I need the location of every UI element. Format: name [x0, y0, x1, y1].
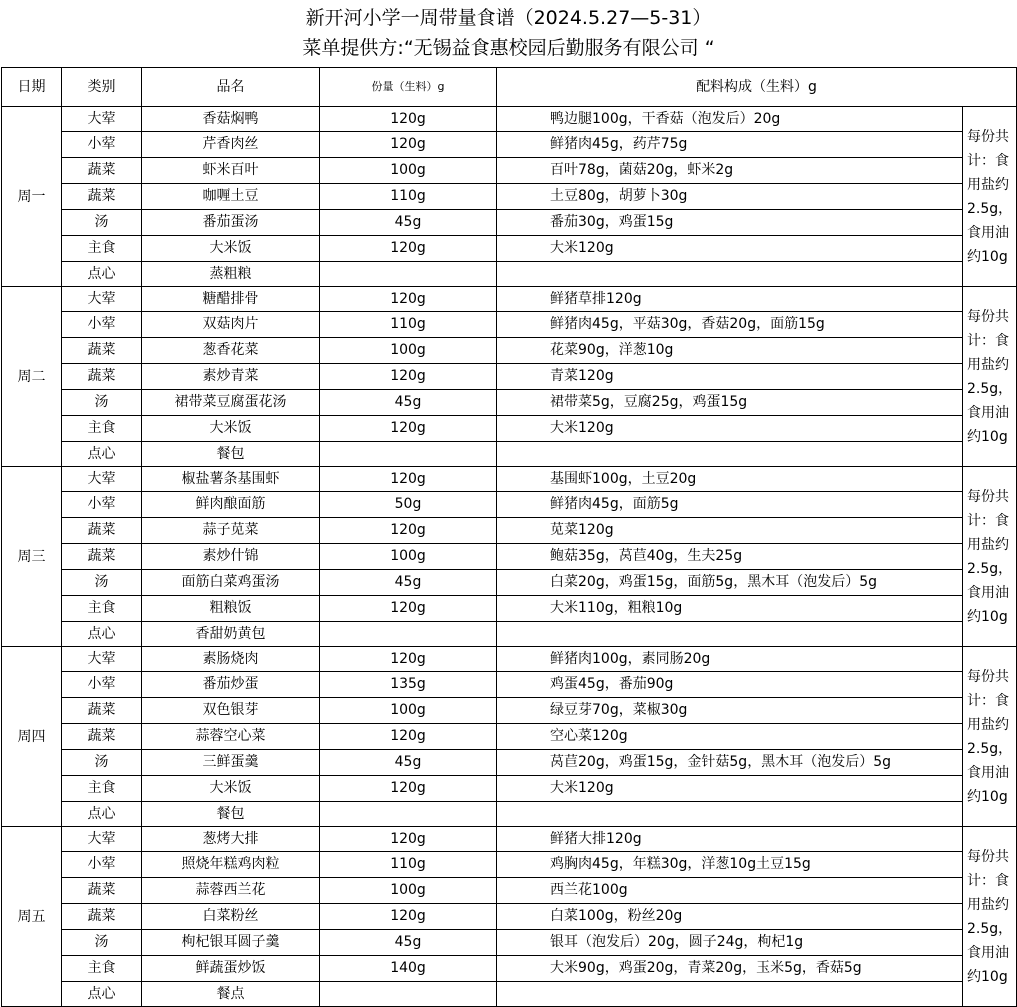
header-portion: 份量（生料）g [320, 68, 497, 107]
table-row [2, 390, 1017, 416]
table-row [2, 878, 1017, 904]
category-cell: 点心 [62, 622, 142, 647]
ingredients-cell: 裙带菜5g，豆腐25g，鸡蛋15g [497, 390, 963, 416]
ingredients-cell: 鸡胸肉45g，年糕30g，洋葱10g土豆15g [497, 852, 963, 878]
ingredients-cell: 鸡蛋45g，番茄90g [497, 672, 963, 698]
ingredients-cell [497, 442, 963, 467]
ingredients-cell: 鸭边腿100g，干香菇（泡发后）20g [497, 107, 963, 132]
dish-name-cell: 咖喱土豆 [142, 184, 320, 210]
ingredients-cell: 土豆80g，胡萝卜30g [497, 184, 963, 210]
category-cell: 蔬菜 [62, 158, 142, 184]
dish-name-cell: 双菇肉片 [142, 312, 320, 338]
day-cell: 周一 [2, 107, 62, 287]
ingredients-cell: 鲜猪草排120g [497, 287, 963, 312]
portion-cell [320, 622, 497, 647]
portion-cell: 45g [320, 570, 497, 596]
portion-cell: 45g [320, 390, 497, 416]
portion-cell: 120g [320, 724, 497, 750]
ingredients-cell: 大米90g，鸡蛋20g，青菜20g，玉米5g，香菇5g [497, 956, 963, 982]
dish-name-cell: 香菇焖鸭 [142, 107, 320, 132]
table-row [2, 982, 1017, 1007]
portion-cell: 120g [320, 827, 497, 852]
table-row [2, 442, 1017, 467]
ingredients-cell: 大米110g，粗粮10g [497, 596, 963, 622]
menu-table [1, 67, 1017, 1007]
table-row [2, 672, 1017, 698]
day-cell: 周二 [2, 287, 62, 467]
dish-name-cell: 大米饭 [142, 416, 320, 442]
nutrition-note: 每份共计：食用盐约2.5g，食用油约10g [963, 467, 1017, 647]
nutrition-note: 每份共计：食用盐约2.5g，食用油约10g [963, 647, 1017, 827]
ingredients-cell: 番茄30g，鸡蛋15g [497, 210, 963, 236]
ingredients-cell: 花菜90g，洋葱10g [497, 338, 963, 364]
table-row [2, 904, 1017, 930]
portion-cell: 100g [320, 158, 497, 184]
ingredients-cell: 鲜猪肉45g，药芹75g [497, 132, 963, 158]
category-cell: 小荤 [62, 672, 142, 698]
table-row [2, 158, 1017, 184]
dish-name-cell: 蒜子苋菜 [142, 518, 320, 544]
ingredients-cell [497, 802, 963, 827]
header-row [2, 68, 1017, 107]
dish-name-cell: 芹香肉丝 [142, 132, 320, 158]
portion-cell: 120g [320, 364, 497, 390]
ingredients-cell [497, 622, 963, 647]
dish-name-cell: 蒸粗粮 [142, 262, 320, 287]
table-row [2, 416, 1017, 442]
category-cell: 蔬菜 [62, 518, 142, 544]
category-cell: 汤 [62, 390, 142, 416]
table-row [2, 724, 1017, 750]
table-row [2, 492, 1017, 518]
category-cell: 蔬菜 [62, 544, 142, 570]
dish-name-cell: 照烧年糕鸡肉粒 [142, 852, 320, 878]
dish-name-cell: 餐点 [142, 982, 320, 1007]
table-row [2, 622, 1017, 647]
portion-cell: 120g [320, 107, 497, 132]
category-cell: 小荤 [62, 492, 142, 518]
table-row [2, 776, 1017, 802]
nutrition-note: 每份共计：食用盐约2.5g，食用油约10g [963, 827, 1017, 1007]
dish-name-cell: 三鲜蛋羹 [142, 750, 320, 776]
category-cell: 点心 [62, 262, 142, 287]
dish-name-cell: 餐包 [142, 442, 320, 467]
dish-name-cell: 裙带菜豆腐蛋花汤 [142, 390, 320, 416]
portion-cell: 120g [320, 647, 497, 672]
portion-cell: 45g [320, 750, 497, 776]
portion-cell [320, 262, 497, 287]
dish-name-cell: 粗粮饭 [142, 596, 320, 622]
table-row [2, 184, 1017, 210]
dish-name-cell: 虾米百叶 [142, 158, 320, 184]
category-cell: 蔬菜 [62, 184, 142, 210]
ingredients-cell: 白菜100g，粉丝20g [497, 904, 963, 930]
dish-name-cell: 椒盐薯条基围虾 [142, 467, 320, 492]
table-row [2, 827, 1017, 852]
ingredients-cell: 莴苣20g，鸡蛋15g，金针菇5g，黑木耳（泡发后）5g [497, 750, 963, 776]
category-cell: 大荤 [62, 647, 142, 672]
ingredients-cell: 鲜猪大排120g [497, 827, 963, 852]
header-name: 品名 [142, 68, 320, 107]
category-cell: 点心 [62, 982, 142, 1007]
table-row [2, 956, 1017, 982]
category-cell: 大荤 [62, 467, 142, 492]
category-cell: 蔬菜 [62, 878, 142, 904]
table-row [2, 698, 1017, 724]
portion-cell: 120g [320, 416, 497, 442]
ingredients-cell: 青菜120g [497, 364, 963, 390]
category-cell: 大荤 [62, 827, 142, 852]
header-date: 日期 [2, 68, 62, 107]
category-cell: 小荤 [62, 312, 142, 338]
ingredients-cell: 银耳（泡发后）20g，圆子24g，枸杞1g [497, 930, 963, 956]
table-row [2, 647, 1017, 672]
ingredients-cell: 白菜20g，鸡蛋15g，面筋5g，黑木耳（泡发后）5g [497, 570, 963, 596]
ingredients-cell: 大米120g [497, 416, 963, 442]
dish-name-cell: 双色银芽 [142, 698, 320, 724]
dish-name-cell: 大米饭 [142, 776, 320, 802]
day-cell: 周五 [2, 827, 62, 1007]
ingredients-cell [497, 982, 963, 1007]
table-row [2, 287, 1017, 312]
nutrition-note: 每份共计：食用盐约2.5g，食用油约10g [963, 287, 1017, 467]
dish-name-cell: 番茄蛋汤 [142, 210, 320, 236]
day-cell: 周四 [2, 647, 62, 827]
portion-cell [320, 802, 497, 827]
portion-cell: 135g [320, 672, 497, 698]
category-cell: 主食 [62, 956, 142, 982]
category-cell: 汤 [62, 750, 142, 776]
portion-cell: 45g [320, 930, 497, 956]
day-cell: 周三 [2, 467, 62, 647]
table-row [2, 262, 1017, 287]
dish-name-cell: 蒜蓉空心菜 [142, 724, 320, 750]
ingredients-cell: 空心菜120g [497, 724, 963, 750]
category-cell: 小荤 [62, 852, 142, 878]
table-row [2, 236, 1017, 262]
dish-name-cell: 糖醋排骨 [142, 287, 320, 312]
dish-name-cell: 大米饭 [142, 236, 320, 262]
portion-cell: 120g [320, 236, 497, 262]
page-subtitle: 菜单提供方:“无锡益食惠校园后勤服务有限公司 “ [302, 37, 715, 59]
category-cell: 主食 [62, 236, 142, 262]
category-cell: 汤 [62, 210, 142, 236]
ingredients-cell: 鲜猪肉100g，素同肠20g [497, 647, 963, 672]
portion-cell: 120g [320, 467, 497, 492]
dish-name-cell: 面筋白菜鸡蛋汤 [142, 570, 320, 596]
table-row [2, 518, 1017, 544]
table-row [2, 312, 1017, 338]
ingredients-cell: 鲜猪肉45g，平菇30g，香菇20g，面筋15g [497, 312, 963, 338]
dish-name-cell: 枸杞银耳圆子羹 [142, 930, 320, 956]
dish-name-cell: 餐包 [142, 802, 320, 827]
category-cell: 主食 [62, 416, 142, 442]
portion-cell: 110g [320, 852, 497, 878]
header-ingredients: 配料构成（生料）g [497, 68, 1017, 107]
table-row [2, 107, 1017, 132]
ingredients-cell: 大米120g [497, 236, 963, 262]
category-cell: 汤 [62, 930, 142, 956]
portion-cell: 120g [320, 132, 497, 158]
ingredients-cell: 大米120g [497, 776, 963, 802]
table-row [2, 750, 1017, 776]
portion-cell: 120g [320, 596, 497, 622]
dish-name-cell: 葱香花菜 [142, 338, 320, 364]
table-row [2, 544, 1017, 570]
table-row [2, 132, 1017, 158]
dish-name-cell: 鲜蔬蛋炒饭 [142, 956, 320, 982]
category-cell: 主食 [62, 776, 142, 802]
table-row [2, 802, 1017, 827]
category-cell: 点心 [62, 442, 142, 467]
portion-cell: 50g [320, 492, 497, 518]
portion-cell: 100g [320, 338, 497, 364]
dish-name-cell: 素肠烧肉 [142, 647, 320, 672]
dish-name-cell: 番茄炒蛋 [142, 672, 320, 698]
portion-cell: 100g [320, 544, 497, 570]
dish-name-cell: 鲜肉酿面筋 [142, 492, 320, 518]
table-row [2, 930, 1017, 956]
header-category: 类别 [62, 68, 142, 107]
portion-cell: 110g [320, 312, 497, 338]
page-title: 新开河小学一周带量食谱（2024.5.27—5-31） [305, 7, 712, 29]
dish-name-cell: 素炒青菜 [142, 364, 320, 390]
ingredients-cell: 绿豆芽70g，菜椒30g [497, 698, 963, 724]
table-row [2, 596, 1017, 622]
portion-cell: 120g [320, 904, 497, 930]
table-row [2, 364, 1017, 390]
category-cell: 蔬菜 [62, 698, 142, 724]
category-cell: 汤 [62, 570, 142, 596]
ingredients-cell: 百叶78g，菌菇20g，虾米2g [497, 158, 963, 184]
portion-cell [320, 442, 497, 467]
ingredients-cell: 鲜猪肉45g，面筋5g [497, 492, 963, 518]
category-cell: 大荤 [62, 287, 142, 312]
table-row [2, 210, 1017, 236]
dish-name-cell: 白菜粉丝 [142, 904, 320, 930]
portion-cell: 140g [320, 956, 497, 982]
portion-cell: 120g [320, 287, 497, 312]
category-cell: 蔬菜 [62, 904, 142, 930]
table-row [2, 852, 1017, 878]
category-cell: 主食 [62, 596, 142, 622]
dish-name-cell: 葱烤大排 [142, 827, 320, 852]
portion-cell: 100g [320, 698, 497, 724]
category-cell: 蔬菜 [62, 724, 142, 750]
nutrition-note: 每份共计：食用盐约2.5g，食用油约10g [963, 107, 1017, 287]
ingredients-cell: 鲍菇35g，莴苣40g，生夫25g [497, 544, 963, 570]
category-cell: 小荤 [62, 132, 142, 158]
table-row [2, 338, 1017, 364]
ingredients-cell: 苋菜120g [497, 518, 963, 544]
category-cell: 大荤 [62, 107, 142, 132]
portion-cell: 45g [320, 210, 497, 236]
category-cell: 蔬菜 [62, 338, 142, 364]
dish-name-cell: 香甜奶黄包 [142, 622, 320, 647]
portion-cell: 120g [320, 776, 497, 802]
portion-cell [320, 982, 497, 1007]
table-row [2, 570, 1017, 596]
dish-name-cell: 蒜蓉西兰花 [142, 878, 320, 904]
ingredients-cell [497, 262, 963, 287]
table-row [2, 467, 1017, 492]
portion-cell: 120g [320, 518, 497, 544]
portion-cell: 100g [320, 878, 497, 904]
category-cell: 蔬菜 [62, 364, 142, 390]
ingredients-cell: 西兰花100g [497, 878, 963, 904]
category-cell: 点心 [62, 802, 142, 827]
dish-name-cell: 素炒什锦 [142, 544, 320, 570]
portion-cell: 110g [320, 184, 497, 210]
ingredients-cell: 基围虾100g，土豆20g [497, 467, 963, 492]
